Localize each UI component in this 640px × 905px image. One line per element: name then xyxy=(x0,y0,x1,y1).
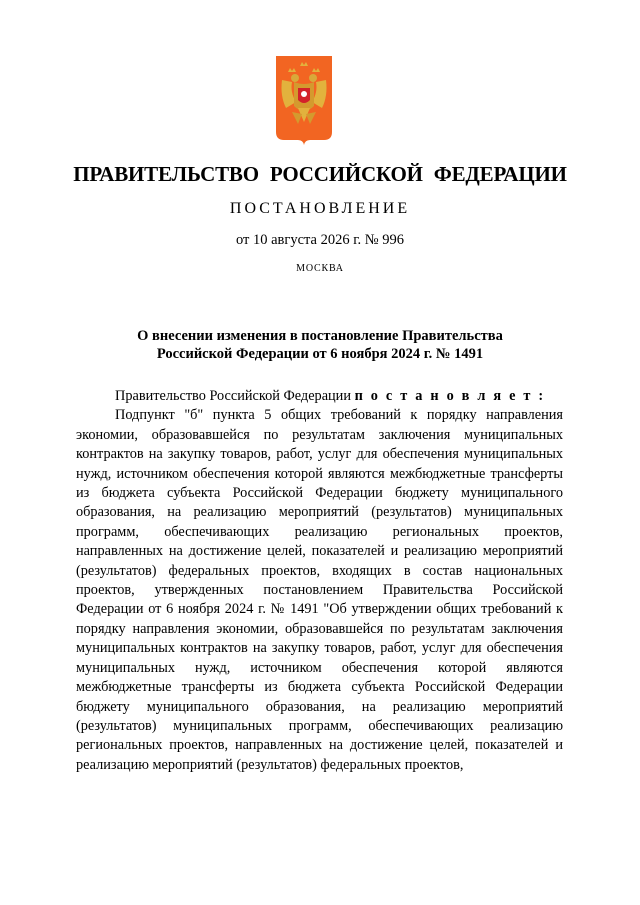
decree-intro xyxy=(76,387,563,406)
intro-text: Правительство Российской Федерации xyxy=(115,388,355,404)
document-city: МОСКВА xyxy=(296,263,344,274)
document-subject xyxy=(0,327,640,363)
government-title: ПРАВИТЕЛЬСТВО РОССИЙСКОЙ ФЕДЕРАЦИИ xyxy=(73,162,567,186)
document-type: ПОСТАНОВЛЕНИЕ xyxy=(229,200,411,217)
body-paragraph: Подпункт "б" пункта 5 общих требований к порядку направления экономии, образовавшейся по результатам заключения муниципальных контрактов на закупку товаров, работ, услуг для обеспечения муниципальных нужд, источником обеспечения которой являются межбюджетные трансферты из бюджета субъекта Российской Федерации бюджету муниципального образования, на реализацию мероприятий (результатов) муниципальных программ, обеспечивающих реализацию региональных проектов, направленных на достижение целей, показателей и реализацию мероприятий (результатов) федеральных проектов, входящих в состав национальных проектов, утвержденных постановлением Правительства Российской Федерации от 6 ноября 2024 г. № 1491 "Об утверждении общих требований к порядку направления экономии, образовавшейся по результатам заключения муниципальных контрактов на закупку товаров, работ, услуг для обеспечения муниципальных нужд, источником обеспечения которой являются межбюджетные трансферты из бюджета субъекта Российской Федерации бюджету муниципального образования, на реализацию мероприятий (результатов) муниципальных программ, обеспечивающих реализацию региональных проектов, направленных на достижение целей, показателей и реализацию мероприятий (результатов) федеральных проектов, xyxy=(76,407,563,773)
document-body xyxy=(76,387,563,775)
document-date-number: от 10 августа 2026 г. № 996 xyxy=(235,232,405,248)
decree-word: п о с т а н о в л я е т : xyxy=(354,388,546,404)
subject-line-2: Российской Федерации от 6 ноября 2024 г. № 1491 xyxy=(156,346,484,362)
russian-coat-of-arms-icon xyxy=(276,56,332,145)
subject-line-1: О внесении изменения в постановление Правительства xyxy=(137,328,503,344)
